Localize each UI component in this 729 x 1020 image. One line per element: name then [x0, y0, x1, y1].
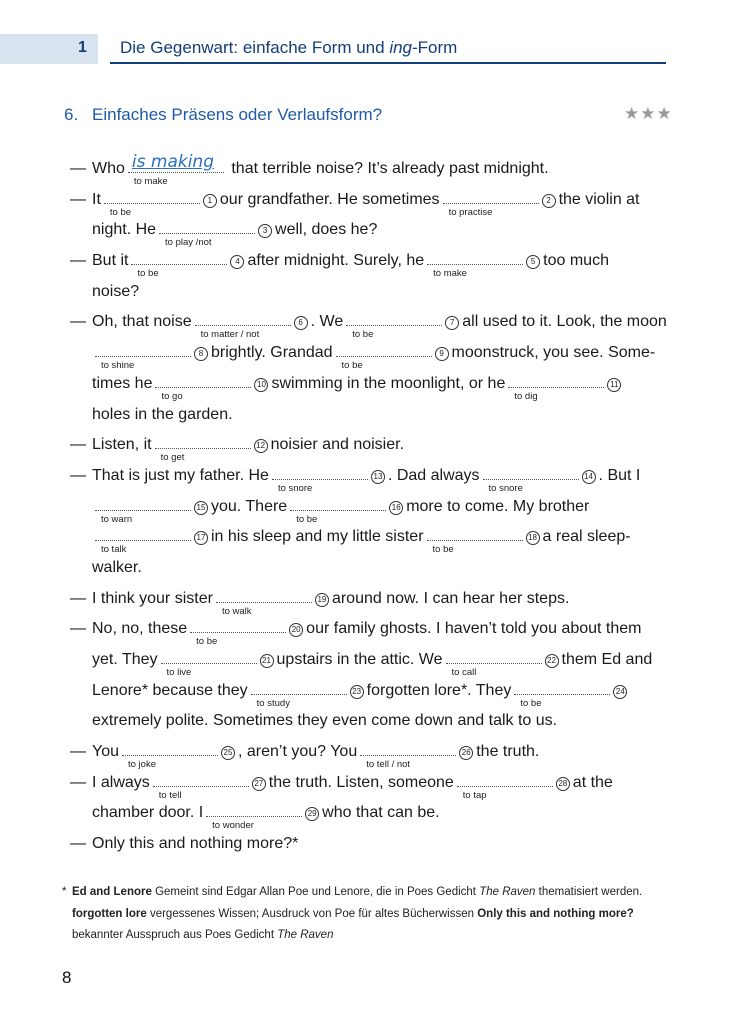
exercise-title: Einfaches Präsens oder Verlaufsform? [92, 105, 383, 124]
answer-gap[interactable] [346, 313, 442, 341]
unit-title: Die Gegenwart: einfache Form und ing-Form [120, 38, 458, 57]
verb-hint: to be [196, 636, 218, 648]
text-line: — You to joke 25 , aren’t you? You to tell / not 26 the truth. [70, 737, 670, 768]
text-line: to talk 17 in his sleep and my little sister to be 18 a real sleep- [70, 522, 670, 553]
answer-gap[interactable] [95, 344, 191, 372]
gap-number-badge: 12 [254, 439, 268, 453]
answer-gap[interactable] [427, 528, 523, 556]
answer-gap[interactable] [514, 682, 610, 709]
gap-number-badge: 26 [459, 746, 473, 760]
answer-gap[interactable] [446, 651, 542, 678]
verb-hint: to tell [158, 789, 182, 801]
verb-hint: to play /not [165, 237, 212, 249]
answer-gap[interactable] [104, 191, 200, 218]
text-line: — That is just my father. He to snore 13 . Dad always to snore 14 . But I [70, 461, 670, 492]
verb-hint: to matter / not [200, 329, 260, 341]
gap-number-badge: 18 [526, 531, 540, 545]
answer-gap[interactable] [95, 528, 191, 556]
verb-hint: to dig [514, 390, 538, 402]
dialogue-dash: — [70, 620, 86, 638]
verb-hint: to walk [221, 605, 252, 617]
header-rule [110, 62, 666, 64]
dialogue-dash: — [70, 436, 86, 454]
verb-hint: to be [137, 268, 159, 280]
gap-number-badge: 20 [289, 623, 303, 637]
answer-gap[interactable] [155, 436, 251, 464]
gap-number-badge: 24 [613, 685, 627, 699]
verb-hint: to joke [128, 759, 156, 771]
text-line: — Listen, it to get 12 noisier and noisier. [70, 430, 670, 461]
text-line: times he to go 10 swimming in the moonlight, or he to dig 11 [70, 369, 670, 400]
verb-hint: to be [341, 360, 363, 372]
gap-number-badge: 5 [526, 255, 540, 269]
answer-gap[interactable] [272, 467, 368, 494]
answer-gap[interactable] [251, 682, 347, 709]
verb-hint: to live [166, 667, 192, 678]
text-line: — I think your sister to walk 19 around now. I can hear her steps. [70, 584, 670, 615]
verb-hint: to be [109, 206, 132, 218]
gap-number-badge: 16 [389, 501, 403, 515]
gap-number-badge: 17 [194, 531, 208, 545]
gap-number-badge: 8 [194, 347, 208, 361]
verb-hint: to shine [101, 360, 135, 372]
answer-gap[interactable] [122, 743, 218, 771]
verb-hint: to be [520, 697, 542, 709]
gap-number-badge: 6 [294, 316, 308, 330]
gap-number-badge: 10 [254, 378, 268, 392]
gap-number-badge: 21 [260, 654, 274, 668]
gap-number-badge: 9 [435, 347, 449, 361]
answer-gap[interactable] [161, 651, 257, 678]
gap-number-badge: 2 [542, 194, 556, 208]
text-line: — It to be 1 our grandfather. He sometimes to practise 2 the violin at [70, 185, 670, 216]
verb-hint: to be [432, 544, 454, 556]
text-line: to warn 15 you. There to be 16 more to come. My brother [70, 492, 670, 523]
answer-gap[interactable] [95, 498, 191, 525]
answer-gap[interactable] [195, 313, 291, 341]
verb-hint: to warn [101, 513, 133, 525]
gap-number-badge: 28 [556, 777, 570, 791]
dialogue-dash: — [70, 743, 86, 761]
example-answer: is making [131, 152, 215, 172]
text-line: extremely polite. Sometimes they even come down and talk to us. [92, 712, 558, 730]
gap-number-badge: 11 [607, 378, 621, 392]
verb-hint: to call [451, 667, 477, 678]
text-line: night. He to play /not 3 well, does he? [92, 221, 378, 249]
verb-hint: to practise [448, 206, 493, 218]
answer-gap[interactable] [457, 774, 553, 801]
verb-hint: to tap [462, 789, 487, 801]
gap-number-badge: 27 [252, 777, 266, 791]
gap-number-badge: 22 [545, 654, 559, 668]
answer-gap[interactable] [336, 344, 432, 372]
dialogue-dash: — [70, 252, 86, 270]
answer-gap[interactable] [159, 221, 255, 249]
text-line: — Only this and nothing more?* [70, 829, 670, 860]
answer-gap[interactable] [443, 191, 539, 218]
verb-hint: to snore [277, 482, 313, 494]
verb-hint: to make [433, 268, 467, 280]
verb-hint: to go [161, 390, 183, 402]
exercise-number: 6. [64, 105, 79, 124]
text-line: — No, no, these to be 20 our family ghosts. I haven’t told you about them [70, 614, 670, 645]
verb-hint: to talk [101, 544, 127, 556]
text-line: Lenore* because they to study 23 forgotten lore*. They to be 24 [70, 676, 670, 707]
gap-number-badge: 7 [445, 316, 459, 330]
dialogue-dash: — [70, 190, 86, 208]
text-line: — Who is making to make that terrible noise? It’s already past midnight. [70, 154, 670, 185]
page-number: 8 [62, 968, 72, 987]
text-line: noise? [92, 282, 140, 300]
gap-number-badge: 13 [371, 470, 385, 484]
answer-gap[interactable] [190, 620, 286, 648]
gap-number-badge: 15 [194, 501, 208, 515]
verb-hint: to snore [488, 482, 523, 494]
answer-gap[interactable] [128, 152, 224, 187]
text-line: to shine 8 brightly. Grandad to be 9 moonstruck, you see. Some- [70, 338, 670, 369]
text-line: holes in the garden. [92, 405, 233, 423]
difficulty-stars: ★★★ [624, 104, 673, 123]
gap-number-badge: 4 [230, 255, 244, 269]
answer-gap[interactable] [290, 498, 386, 525]
answer-gap[interactable] [131, 252, 227, 280]
unit-number: 1 [78, 39, 87, 56]
footnote: * Ed and Lenore Gemeint sind Edgar Allan Poe und Lenore, die in Poes Gedicht The Raven thematisiert werden. forgotten lore vergessenes Wissen; Ausdruck von Poe für altes Bücherwissen Only this and nothing more? bekannter Ausspruch aus Poes Gedicht The Raven [62, 886, 643, 941]
verb-hint: to tell / not [366, 759, 411, 771]
text-line: — But it to be 4 after midnight. Surely, he to make 5 too much [70, 246, 670, 277]
gap-number-badge: 29 [305, 807, 319, 821]
verb-hint: to wonder [212, 820, 254, 832]
answer-gap[interactable] [508, 375, 604, 402]
answer-gap[interactable] [483, 467, 579, 494]
gap-number-badge: 1 [203, 194, 217, 208]
exercise-body [70, 154, 670, 860]
text-line: — Oh, that noise to matter / not 6 . We to be 7 all used to it. Look, the moon [70, 307, 670, 338]
verb-hint: to make [133, 176, 168, 187]
text-line: walker. [92, 558, 142, 576]
verb-hint: to be [352, 329, 374, 341]
answer-gap[interactable] [360, 743, 456, 771]
gap-number-badge: 19 [315, 593, 329, 607]
answer-gap[interactable] [216, 590, 312, 617]
verb-hint: to get [160, 452, 185, 464]
answer-gap[interactable] [427, 252, 523, 280]
answer-gap[interactable] [206, 804, 302, 832]
dialogue-dash: — [70, 160, 86, 177]
gap-number-badge: 23 [350, 685, 364, 699]
gap-number-badge: 14 [582, 470, 596, 484]
dialogue-dash: — [70, 589, 86, 607]
gap-number-badge: 3 [258, 224, 272, 238]
text-line: yet. They to live 21 upstairs in the attic. We to call 22 them Ed and [92, 651, 653, 678]
verb-hint: to study [256, 697, 290, 709]
text-line: — I always to tell 27 the truth. Listen, someone to tap 28 at the [70, 768, 670, 799]
text-line: chamber door. I to wonder 29 who that can be. [92, 804, 440, 832]
dialogue-dash: — [70, 466, 86, 484]
dialogue-dash: — [70, 835, 86, 853]
answer-gap[interactable] [155, 375, 251, 402]
answer-gap[interactable] [153, 774, 249, 801]
dialogue-dash: — [70, 313, 86, 331]
verb-hint: to be [296, 513, 318, 525]
gap-number-badge: 25 [221, 746, 235, 760]
dialogue-dash: — [70, 773, 86, 791]
